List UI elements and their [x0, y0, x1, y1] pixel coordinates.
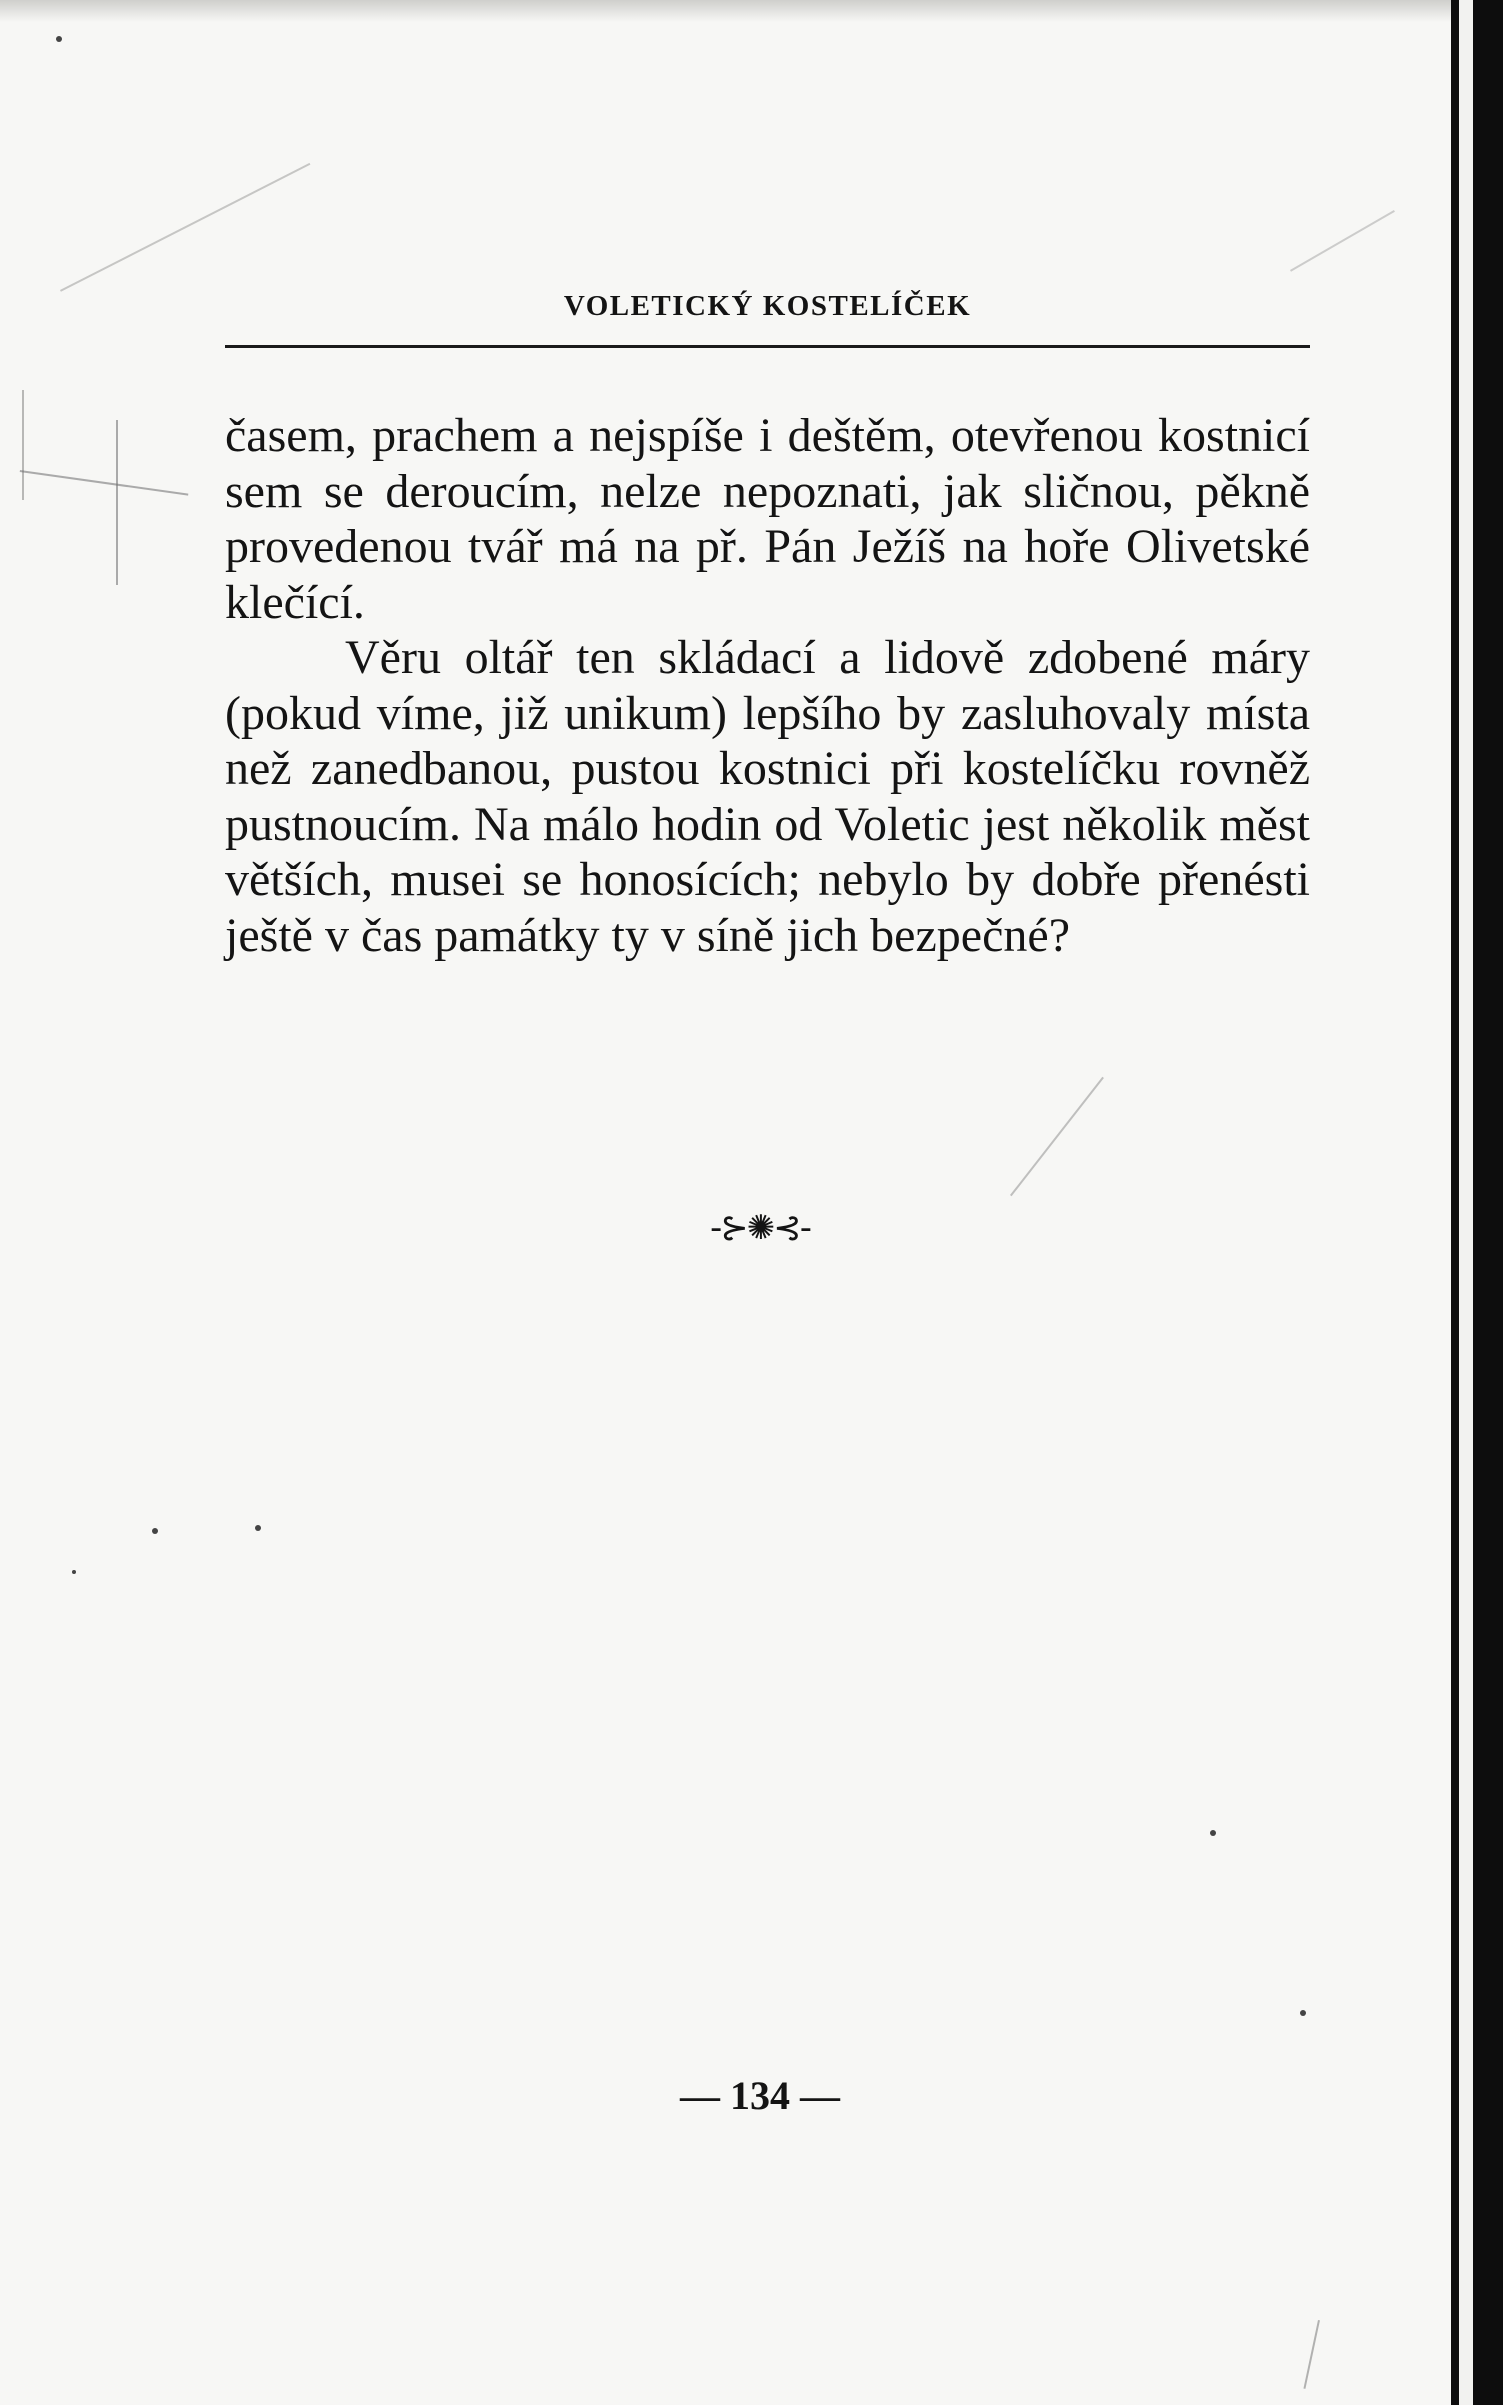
running-head: VOLETICKÝ KOSTELÍČEK: [563, 290, 972, 322]
scan-edge-gap: [1459, 0, 1473, 2405]
body-text: [225, 408, 1310, 963]
page-number: — 134 —: [680, 2073, 840, 2118]
header-rule: [225, 345, 1310, 348]
pencil-mark: [1010, 1077, 1104, 1196]
end-ornament: -⊱✺⊰-: [709, 1208, 810, 1248]
ink-speck: [1210, 1830, 1216, 1836]
ink-speck: [1300, 2010, 1306, 2016]
ink-speck: [152, 1528, 158, 1534]
ink-speck: [72, 1570, 76, 1574]
pencil-mark: [60, 163, 310, 292]
pencil-mark: [20, 470, 189, 496]
pencil-mark: [1303, 2320, 1320, 2389]
ink-speck: [255, 1525, 261, 1531]
pencil-mark: [1290, 210, 1395, 272]
ink-speck: [56, 36, 62, 42]
pencil-mark: [116, 420, 118, 585]
paragraph-2: Věru oltář ten skládací a lidově zdobené máry (pokud víme, již unikum) lepšího by zasluhovaly místa než zanedbanou, pustou kostnici při kostelíčku rovněž pustnoucím. Na málo hodin od Voletic jest několik měst větších, musei se honosících; nebylo by dobře přenésti ještě v čas památky ty v síně jich bezpečné?: [225, 631, 1310, 962]
paragraph-1: časem, prachem a nejspíše i deštěm, otevřenou kostnicí sem se deroucím, nelze nepoznati, jak sličnou, pěkně provedenou tvář má na př. Pán Ježíš na hoře Olivetské klečící.: [225, 409, 1310, 629]
pencil-mark: [22, 390, 24, 500]
scan-top-shadow: [0, 0, 1451, 22]
